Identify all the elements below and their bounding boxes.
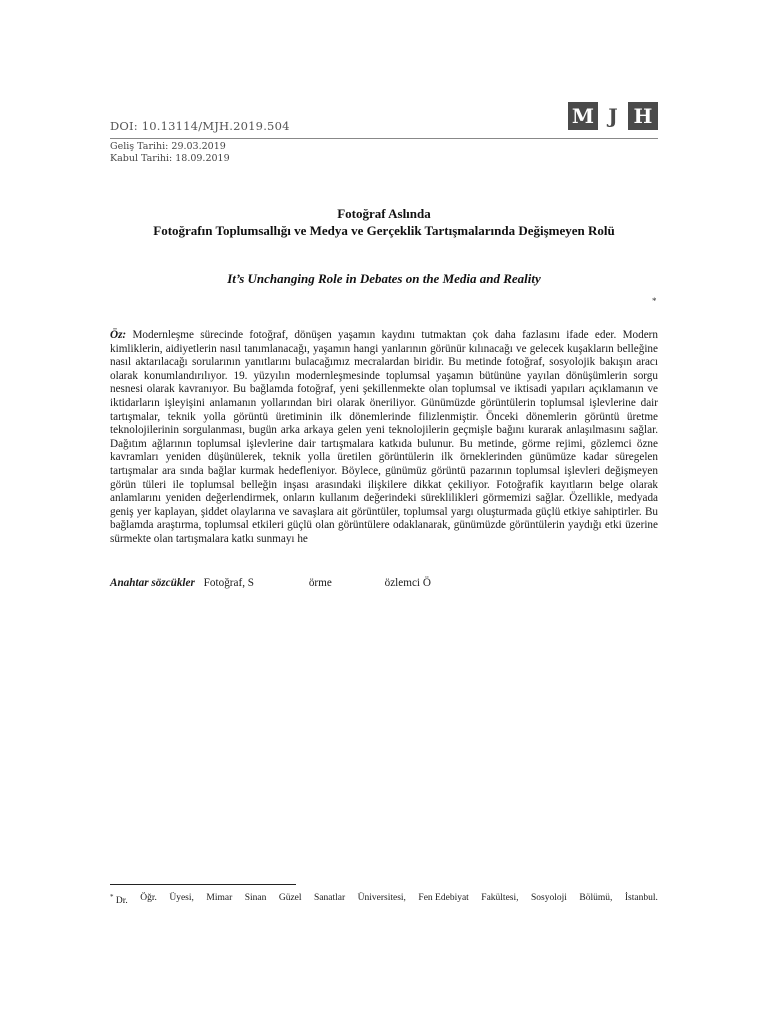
keyword-1: Fotoğraf, S: [203, 577, 255, 589]
footnote-word: Öğr.: [140, 893, 157, 903]
accepted-date: Kabul Tarihi: 18.09.2019: [110, 153, 230, 164]
footnote-word: Üniversitesi,: [357, 893, 406, 903]
keyword-3: özlemci Ö: [384, 577, 431, 589]
english-title: It’s Unchanging Role in Debates on the Media and Reality: [227, 271, 541, 286]
article-title-line2: Fotoğrafın Toplumsallığı ve Medya ve Gerçeklik Tartışmalarında Değişmeyen Rolü: [153, 223, 615, 238]
footnote-word: Fen Edebiyat: [418, 893, 469, 903]
header-divider: [110, 138, 658, 139]
abstract-label: Öz:: [110, 329, 127, 341]
logo-letter-m: M: [568, 102, 598, 130]
footnote-word: * Dr.: [110, 893, 128, 907]
article-title: [110, 205, 658, 239]
keyword-2: örme: [308, 577, 332, 589]
abstract-text: Modernleşme sürecinde fotoğraf, dönüşen yaşamın kaydını tutmaktan çok daha fazlasını ifade eder. Modern kimliklerin, aidiyetlerin nasıl tanımlanacağı, yaşamın hangi yanlarının görünür kılınacağı ve gelecek kuşakların belleğine nasıl aktarılacağı sorularının yanıtlarını bulacağımız mecralardan biridir. Bu metinde fotoğraf, sosyolojik bakışın aracı olarak konumlandırılıyor. 19. yüzyılın modernleşmesinde toplumsal yaşamın bütününe yayılan dönüşümlerin sorgu nesnesi olarak kavranıyor. Bu bağlamda fotoğraf, yeni şekillenmekte olan toplumsal ve iktisadi yapıları açıklamanın ve iktidarların işleyişini anlamanın yollarından biri olarak öneriliyor. Günümüzde görüntülerin toplumsal işlevlerine dair tartışmalar, teknik yolla görüntü üretiminin ilk dönemlerinde filizlenmiştir. Önceki dönemlerin görüntü üretme teknolojilerinin sorgulanması, bugün arka arkaya gelen yeni teknolojilerin geçmişle bağını kurarak anlaşılmasını sağlar. Dağıtım ağlarının toplumsal işlevlerine dair tartışmalara katkıda bulunur. Bu metinde, görme rejimi, gözlemci özne kavramları yeniden düşünülerek, teknik yolla üretilen görüntülerin ilk örneklerinden günümüze kadar süregelen tartışmalar ara sında bağlar kurmak hedefleniyor. Böylece, günümüz görüntü pazarının toplumsal işlevleri değişmeyen görün tüleri ile toplumsal belleğin inşası arasındaki ilişkilere dikkat çekiliyor. Fotoğrafik kayıtların belge olarak anlamlarını yeniden değerlendirmek, onların kullanım değerindeki süreklilikleri görmemizi sağlar. Özellikle, medyada geniş yer kaplayan, şiddet olaylarına ve savaşlara ait görüntüler, toplumsal yargı oluşturmada güçlü etkiye sahiptirler. Bu bağlamda araştırma, toplumsal etkileri güçlü olan görüntülere odaklanarak, günümüzde görüntülerin yaydığı etki üzerine sürmekte olan tartışmalara katkı sunmayı he: [110, 329, 659, 545]
footnote-word: Üyesi,: [169, 893, 194, 903]
author-footnote-marker[interactable]: *: [652, 296, 657, 306]
footnote-word: Mimar: [206, 893, 233, 903]
keywords: [110, 577, 658, 589]
logo-letter-j: J: [608, 104, 618, 128]
author-affiliation-footnote: [110, 893, 658, 906]
article-title-line1: Fotoğraf Aslında: [337, 206, 431, 221]
logo-letter-h: H: [628, 102, 658, 130]
footnote-marker: *: [110, 893, 114, 901]
footnote-word: İstanbul.: [624, 893, 658, 903]
footnote-word: Sosyoloji: [531, 893, 567, 903]
footnote-divider: [110, 884, 296, 885]
abstract: [110, 329, 658, 547]
footnote-word: Bölümü,: [579, 893, 613, 903]
doi-link[interactable]: DOI: 10.13114/MJH.2019.504: [110, 119, 290, 133]
footnote-word: Güzel: [278, 893, 302, 903]
journal-logo: [568, 102, 658, 130]
keywords-label: Anahtar sözcükler: [110, 577, 195, 589]
footnote-word: Sinan: [244, 893, 267, 903]
received-date: Geliş Tarihi: 29.03.2019: [110, 141, 226, 152]
footnote-word: Sanatlar: [314, 893, 346, 903]
submission-dates: [110, 141, 230, 165]
footnote-word: Fakültesi,: [481, 893, 519, 903]
